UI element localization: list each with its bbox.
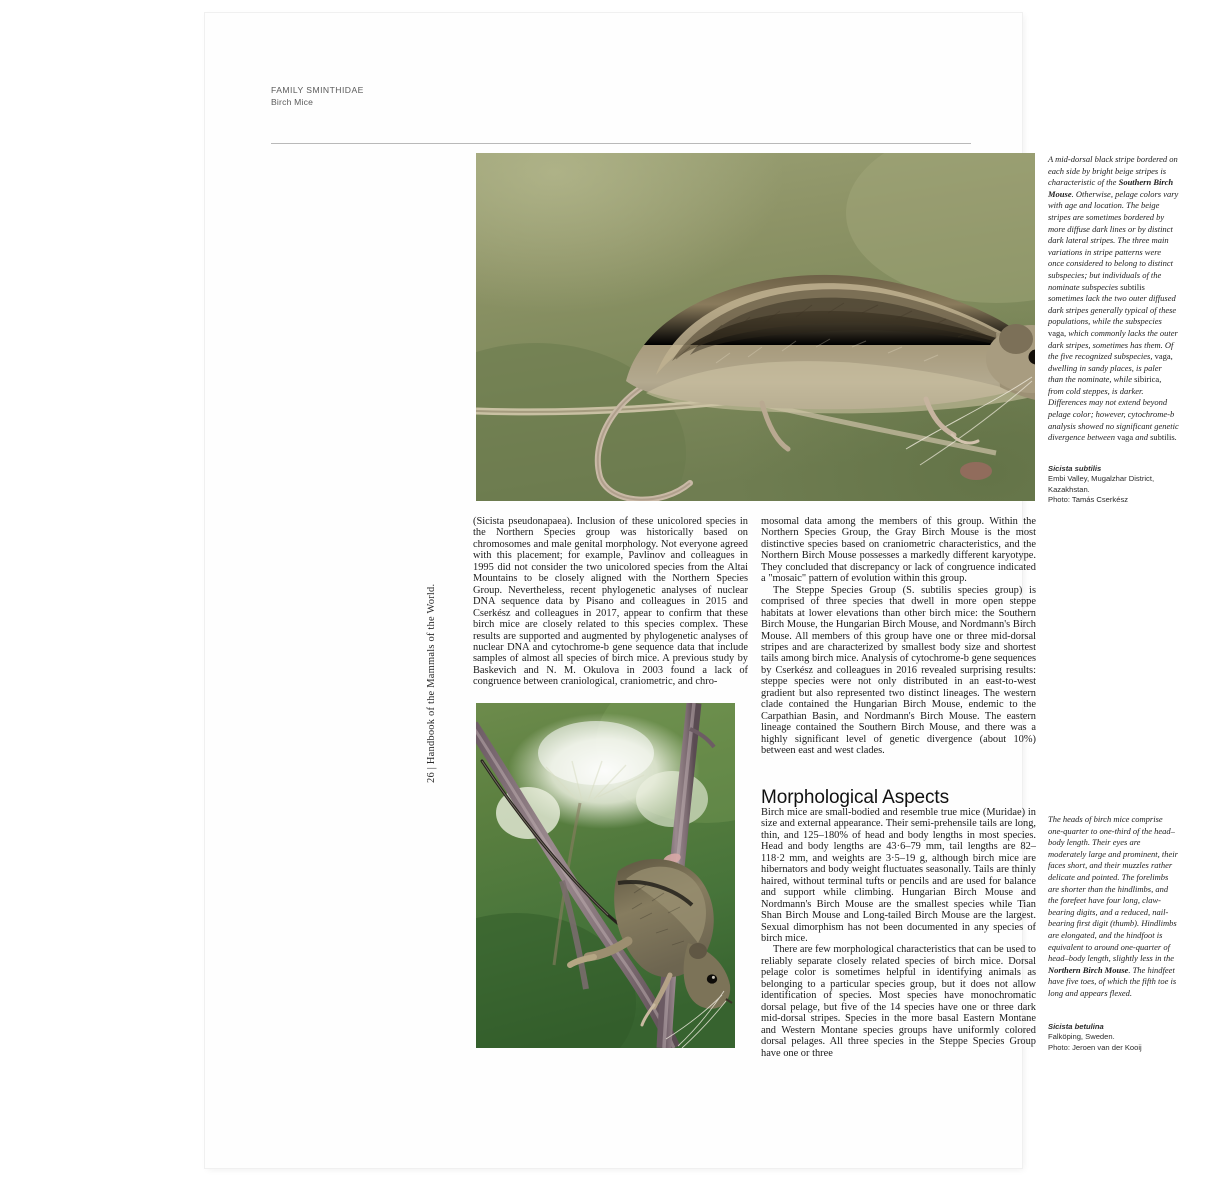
margin-note-subspecies: subtilis xyxy=(1150,432,1175,443)
photo-southern-birch-mouse xyxy=(476,153,1035,501)
credit-species-name: Sicista betulina xyxy=(1048,1022,1104,1031)
running-head-common-name: Birch Mice xyxy=(271,96,314,107)
margin-note-subspecies: vaga xyxy=(1117,432,1134,443)
credit-location-line: Embi Valley, Mugalzhar District, xyxy=(1048,474,1155,484)
margin-note-subspecies: vaga xyxy=(1048,327,1065,338)
paragraph: Birch mice are small-bodied and resemble true mice (Muridae) in size and external appearance. Their semi-prehensile tails are long, thin, and 125–180% of head and body lengths in most species. Head and body lengths are 43·6–79 mm, tail lengths are 82–118·2 mm, and weights are 3·5–19 g, although birch mice are hibernators and body weight fluctuates seasonally. Tails are thinly haired, without terminal tufts or pencils and are used for balance and support while climbing. Hungarian Birch Mouse and Nordmann's Birch Mouse are the smallest species while Tian Shan Birch Mouse and Long-tailed Birch Mouse are the largest. Sexual dimorphism has not been documented in any species of birch mice. xyxy=(761,807,1036,944)
body-column-right-lower xyxy=(761,807,1036,1059)
section-heading-morphological-aspects: Morphological Aspects xyxy=(761,786,950,808)
margin-note-species-bold: Southern Birch Mouse xyxy=(1048,177,1174,199)
margin-note-subspecies: sibirica xyxy=(1134,374,1160,385)
margin-note-text: sometimes lack the two outer diffused dark stripes generally typical of these populations, while the subspecies xyxy=(1048,293,1177,327)
margin-note-subspecies: vaga xyxy=(1154,351,1171,362)
margin-note-text: The heads of birch mice comprise one-quarter to one-third of the head–body length. Their eyes are moderately large and prominent, their faces short, and their muzzles rather delicate and pointed. The forelimbs are shorter than the hindlimbs, and the forefeet have four long, claw-bearing digits, and a reduced, nail-bearing first digit (thumb). Hindlimbs are elongated, and the hindfoot is equivalent to around one-quarter of head–body length, slightly less in the xyxy=(1048,814,1178,964)
photo-bottom-illustration xyxy=(476,703,735,1048)
paragraph: (Sicista pseudonapaea). Inclusion of these unicolored species in the Northern Species group was historically based on chromosomes and male genital morphology. Not everyone agreed with this placement; for example, Pavlinov and colleagues in 1995 did not consider the two unicolored species from the Altai Mountains to be closely aligned with the Northern Species Group. Nevertheless, recent phylogenetic analyses of nuclear DNA sequence data by Pisano and colleagues in 2015 and Cserkész and colleagues in 2017, appear to confirm that these birch mice are closely related to this species complex. These results are supported and augmented by phylogenetic analyses of nuclear DNA and cytochrome-b gene sequence data that include samples of almost all species of birch mice. A previous study by Baskevich and N. M. Okulova in 2003 found a lack of congruence between craniological, craniometric, and chro- xyxy=(473,516,748,688)
margin-note-text: , from cold steppes, is darker. Differences may not extend beyond pelage color; however, cytochrome-b analysis showed no significant genetic divergence between xyxy=(1048,374,1179,443)
running-head xyxy=(271,85,364,108)
credit-location-line: Falköping, Sweden. xyxy=(1048,1032,1115,1042)
book-page xyxy=(205,13,1179,1168)
body-column-left xyxy=(473,516,748,688)
margin-note-text: . The hindfeet have five toes, of which the fifth toe is long and appears flexed. xyxy=(1048,964,1177,998)
paragraph: The Steppe Species Group (S. subtilis species group) is comprised of three species that dwell in more open steppe habitats at lower elevations than other birch mice: the Southern Birch Mouse, the Hungarian Birch Mouse, and Nordmann's Birch Mouse. All members of this group have one or three mid-dorsal stripes and are characterized by smallest body size and shortest tails among birch mice. Analysis of cytochrome-b gene sequences by Cserkész and colleagues in 2016 revealed surprising results: steppe species were not only distributed in an east-to-west gradient but also represented two distinct lineages. The western clade contained the Hungarian Birch Mouse, endemic to the Carpathian Basin, and Nordmann's Birch Mouse. The eastern lineage contained the Southern Birch Mouse, and there was a highly significant level of genetic divergence (about 10%) between east and west clades. xyxy=(761,584,1036,757)
margin-note-subspecies: subtilis xyxy=(1120,281,1145,292)
paragraph: There are few morphological characteristics that can be used to reliably separate closely related species of birch mice. Dorsal pelage color is sometimes helpful in identifying animals as belonging to a particular species group, but it does not allow identification of species. Most species have monochromatic dorsal pelage, but five of the 14 species have one or three dark mid-dorsal stripes. Species in the more basal Eastern Montane and Western Montane species groups have uniformly colored dorsal pelages. All three species in the Steppe Species Group have one or three xyxy=(761,944,1036,1059)
credit-location-line: Kazakhstan. xyxy=(1048,484,1090,494)
margin-note-text: . xyxy=(1174,432,1177,443)
running-foot: 26 | Handbook of the Mammals of the World. xyxy=(426,583,437,783)
credit-photographer: Photo: Jeroen van der Kooij xyxy=(1048,1042,1142,1052)
credit-species-name: Sicista subtilis xyxy=(1048,464,1102,473)
margin-note-species-bold: Northern Birch Mouse xyxy=(1048,964,1129,975)
margin-note-bottom xyxy=(1048,814,1179,1000)
photo-northern-birch-mouse xyxy=(476,703,735,1048)
running-head-family: FAMILY SMINTHIDAE xyxy=(271,85,364,95)
margin-note-text: A mid-dorsal black stripe bordered on each side by bright beige stripes is characteristic of the xyxy=(1048,154,1178,188)
paragraph: mosomal data among the members of this group. Within the Northern Species Group, the Gray Birch Mouse is the most distinctive species based on craniometric characteristics, and the Northern Birch Mouse possesses a markedly different karyotype. They concluded that discrepancy or lack of congruence indicated a "mosaic" pattern of evolution within this group. xyxy=(761,516,1036,585)
header-divider-rule xyxy=(271,143,971,144)
margin-note-text: , dwelling in sandy places, is paler than the nominate, while xyxy=(1048,351,1173,385)
margin-note-text: , which commonly lacks the outer dark stripes, sometimes has them. Of the five recognized subspecies, xyxy=(1048,327,1178,362)
credit-photographer: Photo: Tamás Cserkész xyxy=(1048,495,1129,505)
margin-note-top xyxy=(1048,154,1179,444)
body-column-right-upper xyxy=(761,516,1036,757)
photo-credit-top xyxy=(1048,464,1188,506)
margin-note-text: and xyxy=(1133,432,1151,443)
photo-credit-bottom xyxy=(1048,1022,1188,1053)
margin-note-text: . Otherwise, pelage colors vary with age and location. The beige stripes are sometimes bordered by more diffuse dark lines or by distinct dark lateral stripes. The three main variations in stripe patterns were once considered to belong to distinct subspecies; but individuals of the nominate subspecies xyxy=(1048,188,1179,292)
photo-top-illustration xyxy=(476,153,1035,501)
